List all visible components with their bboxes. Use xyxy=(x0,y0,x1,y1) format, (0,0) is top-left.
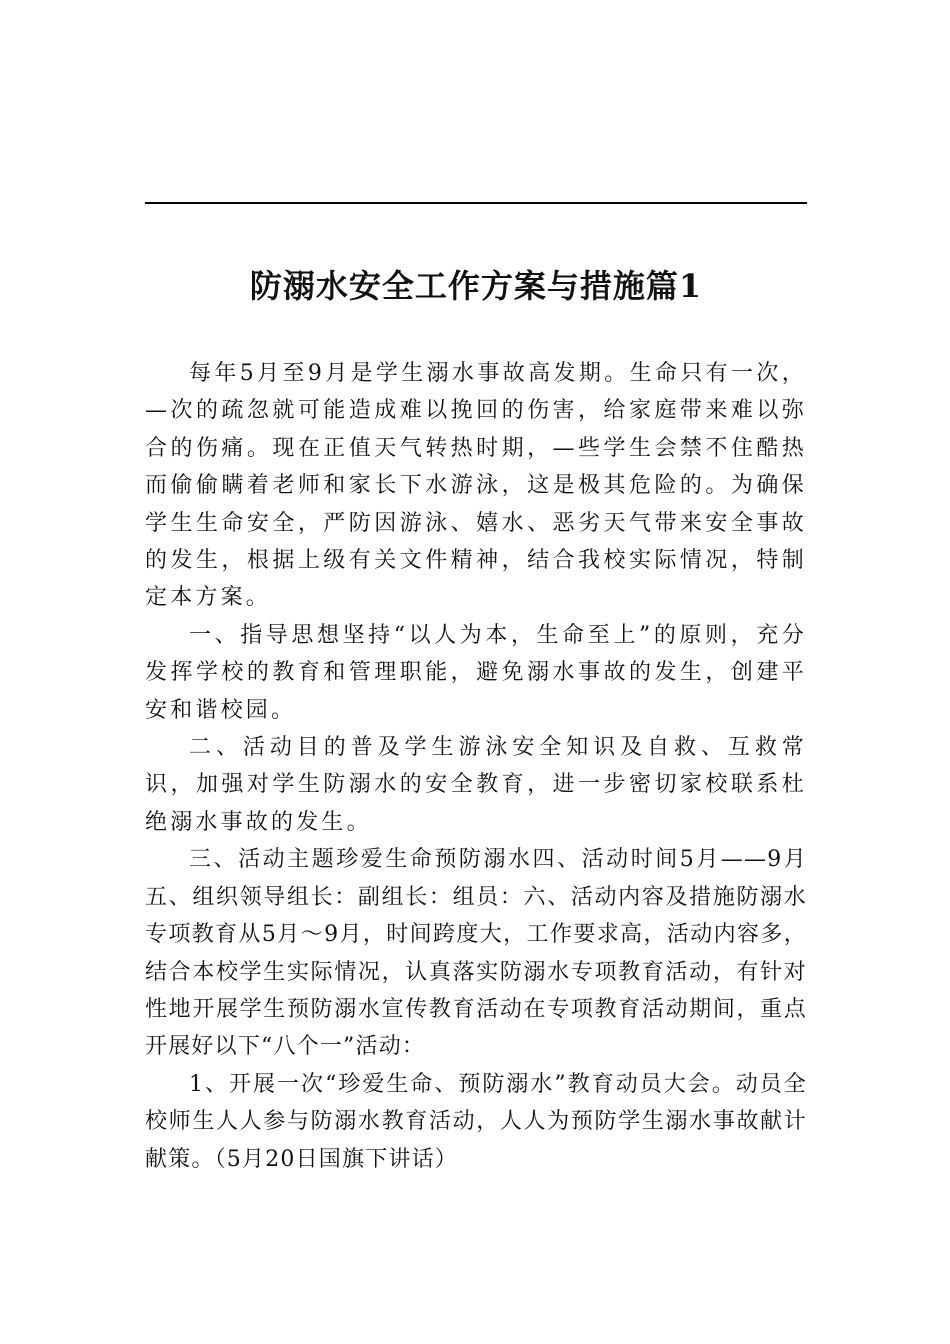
paragraph-activity-theme: 三、活动主题珍爱生命预防溺水四、活动时间5月——9月五、组织领导组长：副组长：组员：六、活动内容及措施防溺水专项教育从5月～9月，时间跨度大，工作要求高，活动内容多，结合本校学生实际情况，认真落实防溺水专项教育活动，有针对性地开展学生预防溺水宣传教育活动在专项教育活动期间，重点开展好以下“八个一”活动： xyxy=(145,847,807,1060)
paragraph-intro: 每年5月至9月是学生溺水事故高发期。生命只有一次，—次的疏忽就可能造成难以挽回的伤害，给家庭带来难以弥合的伤痛。现在正值天气转热时期，—些学生会禁不住酷热而偷偷瞒着老师和家长下水游泳，这是极其危险的。为确保学生生命安全，严防因游泳、嬉水、恶劣天气带来安全事故的发生，根据上级有关文件精神，结合我校实际情况，特制定本方案。 xyxy=(145,361,807,611)
header-rule xyxy=(145,202,807,204)
paragraph-guiding-principle: 一、指导思想坚持“以人为本，生命至上”的原则，充分发挥学校的教育和管理职能，避免溺水事故的发生，创建平安和谐校园。 xyxy=(145,622,807,723)
paragraph-activity-goal: 二、活动目的普及学生游泳安全知识及自救、互救常识，加强对学生防溺水的安全教育，进一步密切家校联系杜绝溺水事故的发生。 xyxy=(145,735,807,835)
paragraph-activity-one: 1、开展一次“珍爱生命、预防溺水”教育动员大会。动员全校师生人人参与防溺水教育活动，人人为预防学生溺水事故献计献策。（5月20日国旗下讲话） xyxy=(145,1071,807,1172)
document-body xyxy=(145,355,807,1178)
document-title: 防溺水安全工作方案与措施篇1 xyxy=(249,267,703,305)
